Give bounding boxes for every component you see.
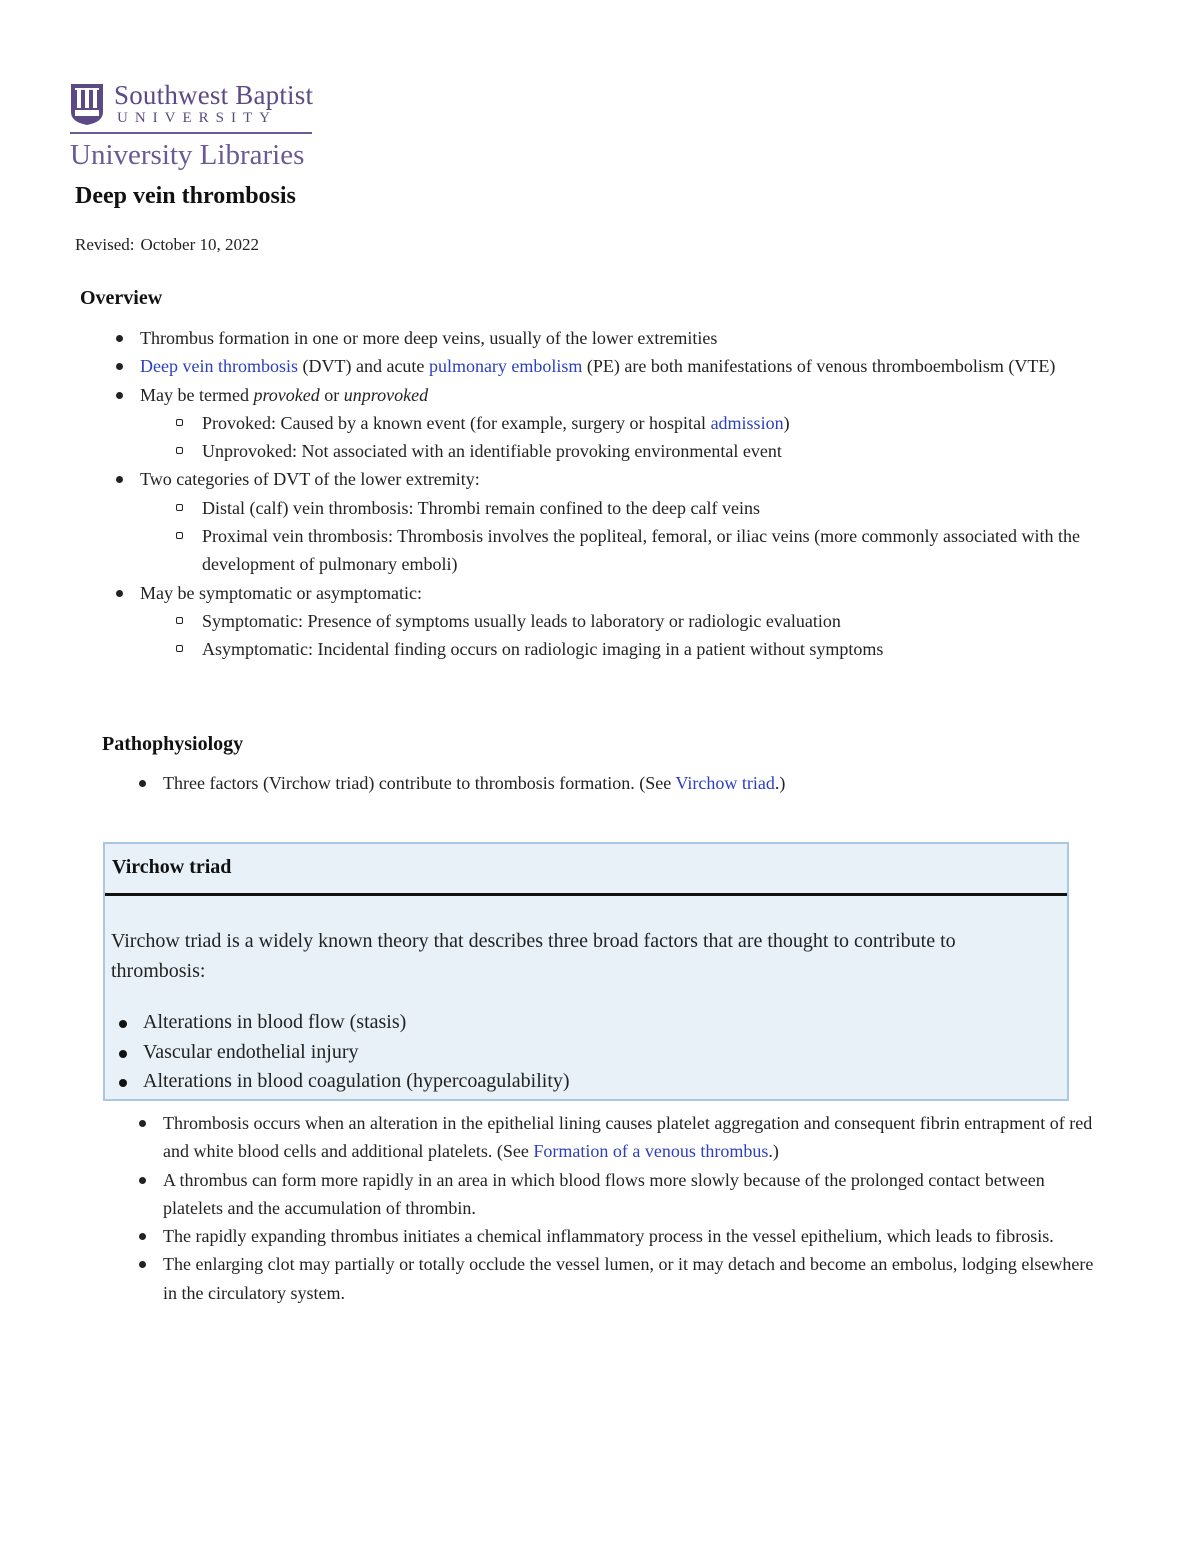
list-item-text: .) — [774, 773, 786, 793]
virchow-triad-description: Virchow triad is a widely known theory that describes three broad factors that are thought to contribute to thrombosis: — [111, 930, 956, 982]
sub-list — [176, 409, 1114, 466]
list-item-text: .) — [768, 1141, 779, 1162]
list-item-text: or — [319, 384, 344, 405]
list-item — [114, 352, 1114, 380]
list-item-text: A thrombus can form more rapidly in an area in which blood flows more slowly because of the prolonged contact between platelets and the accumulation of thrombin. — [163, 1169, 1045, 1218]
list-item-text: Distal (calf) vein thrombosis: Thrombi remain confined to the deep calf veins — [202, 497, 761, 518]
list-item-text: Two categories of DVT of the lower extremity: — [140, 469, 480, 490]
logo-divider — [70, 132, 312, 134]
list-item — [137, 769, 1097, 797]
list-item — [137, 1250, 1102, 1307]
virchow-triad-list — [111, 1008, 1067, 1097]
list-item: Vascular endothelial injury — [111, 1038, 1067, 1068]
virchow-triad-link[interactable]: Virchow triad — [675, 773, 775, 793]
list-item — [114, 465, 1114, 578]
admission-link[interactable]: admission — [710, 412, 784, 433]
virchow-triad-title: Virchow triad — [105, 844, 1067, 896]
pathophysiology-heading: Pathophysiology — [102, 733, 244, 755]
virchow-triad-body — [105, 896, 1067, 1097]
list-item — [114, 381, 1114, 466]
list-item-text: Asymptomatic: Incidental finding occurs on radiologic imaging in a patient without symptoms — [202, 639, 884, 660]
list-item: Alterations in blood coagulation (hypercoagulability) — [111, 1067, 1067, 1097]
list-item-text: Provoked: Caused by a known event (for example, surgery or hospital — [202, 412, 711, 433]
provoked-term: provoked — [253, 384, 320, 405]
list-item-text: The rapidly expanding thrombus initiates a chemical inflammatory process in the vessel epithelium, which leads to fibrosis. — [163, 1226, 1054, 1247]
pathophysiology-list — [137, 769, 1097, 797]
list-item — [137, 1109, 1102, 1166]
pathophysiology-list-continued — [137, 1109, 1102, 1307]
list-item-text: Unprovoked: Not associated with an identifiable provoking environmental event — [202, 441, 782, 462]
sub-list-item — [176, 437, 1114, 465]
sub-list-item — [176, 522, 1114, 579]
revised-line — [75, 235, 259, 255]
list-item-text: Thrombosis occurs when an alteration in the epithelial lining causes platelet aggregation and consequent fibrin entrapment of red and white blood cells and additional platelets. (See — [163, 1113, 1093, 1162]
revised-label: Revised: — [75, 235, 135, 254]
dvt-link[interactable]: Deep vein thrombosis — [140, 356, 298, 377]
list-item — [114, 324, 1114, 352]
list-item-text: May be symptomatic or asymptomatic: — [140, 582, 422, 603]
list-item-text: (DVT) and acute — [297, 356, 429, 377]
sub-list — [176, 494, 1114, 579]
page-title: Deep vein thrombosis — [75, 183, 296, 209]
list-item-text: The enlarging clot may partially or totally occlude the vessel lumen, or it may detach and become an embolus, lodging elsewhere in the circulatory system. — [163, 1254, 1094, 1303]
unprovoked-term: unprovoked — [343, 384, 429, 405]
overview-heading: Overview — [80, 287, 163, 309]
university-crest-icon — [70, 82, 104, 126]
list-item-text: Thrombus formation in one or more deep veins, usually of the lower extremities — [140, 328, 718, 348]
sub-list-item — [176, 409, 1114, 437]
sub-list-item — [176, 494, 1114, 522]
list-item-text: May be termed — [140, 384, 254, 405]
logo-name: Southwest Baptist — [114, 80, 314, 110]
revised-date: October 10, 2022 — [140, 235, 260, 254]
logo-university: UNIVERSITY — [117, 110, 277, 126]
logo-libraries: University Libraries — [70, 139, 305, 171]
pulmonary-embolism-link[interactable]: pulmonary embolism — [428, 356, 583, 377]
sub-list — [176, 607, 1114, 664]
list-item-text: (PE) are both manifestations of venous thromboembolism (VTE) — [582, 356, 1056, 377]
list-item: Alterations in blood flow (stasis) — [111, 1008, 1067, 1038]
list-item-text: Symptomatic: Presence of symptoms usually leads to laboratory or radiologic evaluation — [202, 610, 841, 631]
sub-list-item — [176, 607, 1114, 635]
virchow-triad-box — [103, 842, 1069, 1101]
list-item — [137, 1222, 1102, 1250]
list-item — [114, 579, 1114, 664]
sub-list-item — [176, 635, 1114, 663]
list-item-text: Proximal vein thrombosis: Thrombosis involves the popliteal, femoral, or iliac veins (more commonly associated with the development of pulmonary emboli) — [202, 526, 1081, 575]
list-item-text: ) — [783, 412, 790, 433]
university-logo — [70, 78, 320, 178]
venous-thrombus-link[interactable]: Formation of a venous thrombus — [533, 1141, 769, 1162]
list-item-text: Three factors (Virchow triad) contribute to thrombosis formation. (See — [163, 773, 676, 793]
overview-list — [114, 324, 1114, 664]
list-item — [137, 1166, 1102, 1223]
